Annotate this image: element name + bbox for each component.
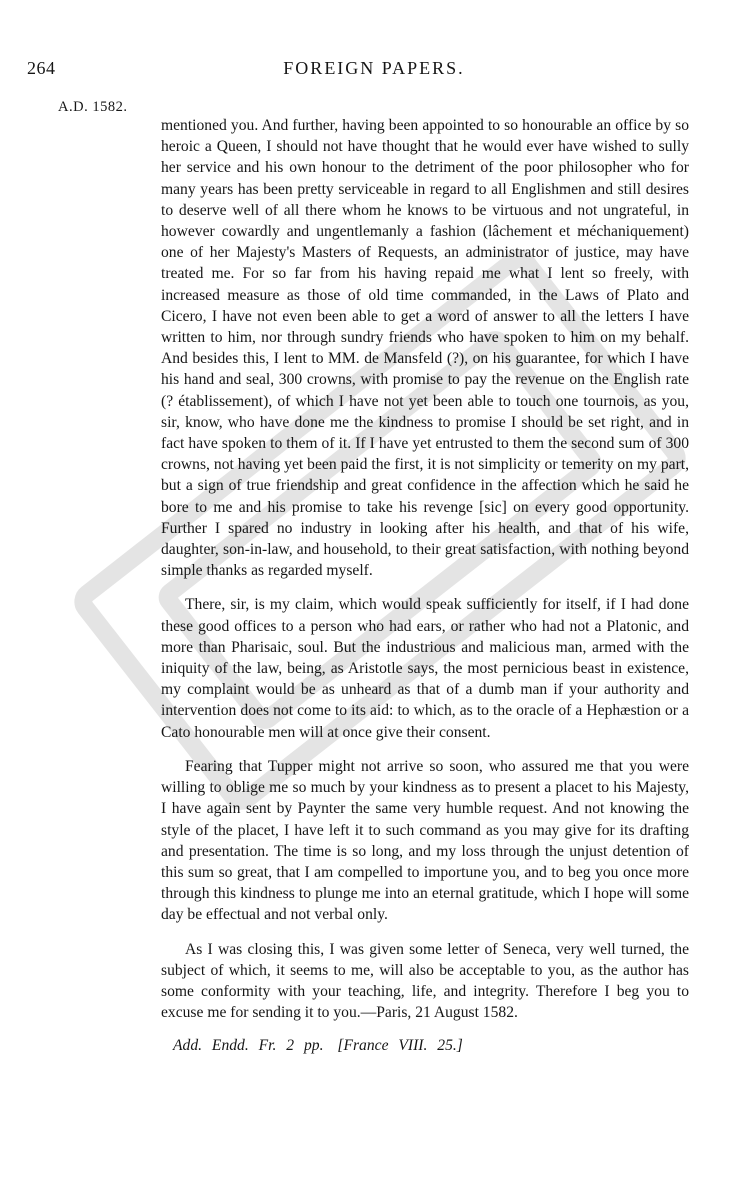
endorsement-text: Add. Endd. Fr. 2 pp. [173, 1037, 324, 1055]
archive-reference: [France VIII. 25.] [337, 1037, 463, 1055]
paragraph-2: There, sir, is my claim, which would speak sufficiently for itself, if I had done these good offices to a person who had ears, or rather who had not a Platonic, and more than Pharisaic, soul. But the industrious and malicious man, armed with the iniquity of the law, being, as Aristotle says, the most pernicious beast in existence, my complaint would be as unheard as that of a dumb man if your authority and intervention does not come to its aid: to which, as to the oracle of a Hephæstion or a Cato honourable men will at once give their consent. [161, 596, 689, 741]
page-header [0, 50, 748, 80]
document-body [161, 115, 689, 1057]
paragraph-1: mentioned you. And further, having been appointed to so honourable an office by so heroic a Queen, I should not have thought that he would ever have wished to sully her service and his own honour to the detriment of the poor philosopher who for many years has been pretty serviceable in regard to all Englishmen and still desires to deserve well of all there whom he knows to be virtuous and not ungrateful, in however cowardly and ungentlemanly a fashion (lâchement et méchaniquement) one of her Majesty's Masters of Requests, an administrator of justice, may have treated me. For so far from his having repaid me what I lent so freely, with increased measure as those of old time commanded, in the Laws of Plato and Cicero, I have not even been able to get a word of answer to all the letters I have written to him, nor through sundry friends who have spoken to him on my behalf. And besides this, I lent to MM. de Mansfeld (?), on his guarantee, for which I have his hand and seal, 300 crowns, with promise to pay the revenue on the English rate (? établissement), of which I have not yet been able to touch one tournois, as you, sir, know, who have done me the kindness to promise I should be set right, and in fact have spoken to them of it. If I have yet entrusted to them the second sum of 300 crowns, not having yet been paid the first, it is not simplicity or temerity on my part, but a sign of true friendship and great confidence in the affection which he said he bore to me and his promise to take his revenge [sic] on every good opportunity. Further I spared no industry in looking after his health, and that of his wife, daughter, son-in-law, and household, to their great satisfaction, with nothing beyond simple thanks as regarded myself. [161, 117, 689, 580]
page-number: 264 [27, 58, 56, 78]
paragraph-3: Fearing that Tupper might not arrive so soon, who assured me that you were willing to oblige me so much by your kindness as to present a placet to his Majesty, I have again sent by Paynter the same very humble request. And not knowing the style of the placet, I have left it to such command as you may give for its drafting and presentation. The time is so long, and my loss through the unjust detention of this sum so great, that I am compelled to importune you, and to beg you once more through this kindness to plunge me into an eternal gratitude, which I hope will some day be effectual and not verbal only. [161, 757, 689, 924]
paragraph-4: As I was closing this, I was given some letter of Seneca, very well turned, the subject of which, it seems to me, will also be acceptable to you, as the author has some conformity with your teaching, life, and integrity. Therefore I beg you to excuse me for sending it to you.—Paris, 21 August 1582. [161, 940, 689, 1022]
running-title: FOREIGN PAPERS. [283, 58, 465, 78]
margin-date: A.D. 1582. [58, 99, 128, 115]
endorsement [161, 1035, 689, 1056]
